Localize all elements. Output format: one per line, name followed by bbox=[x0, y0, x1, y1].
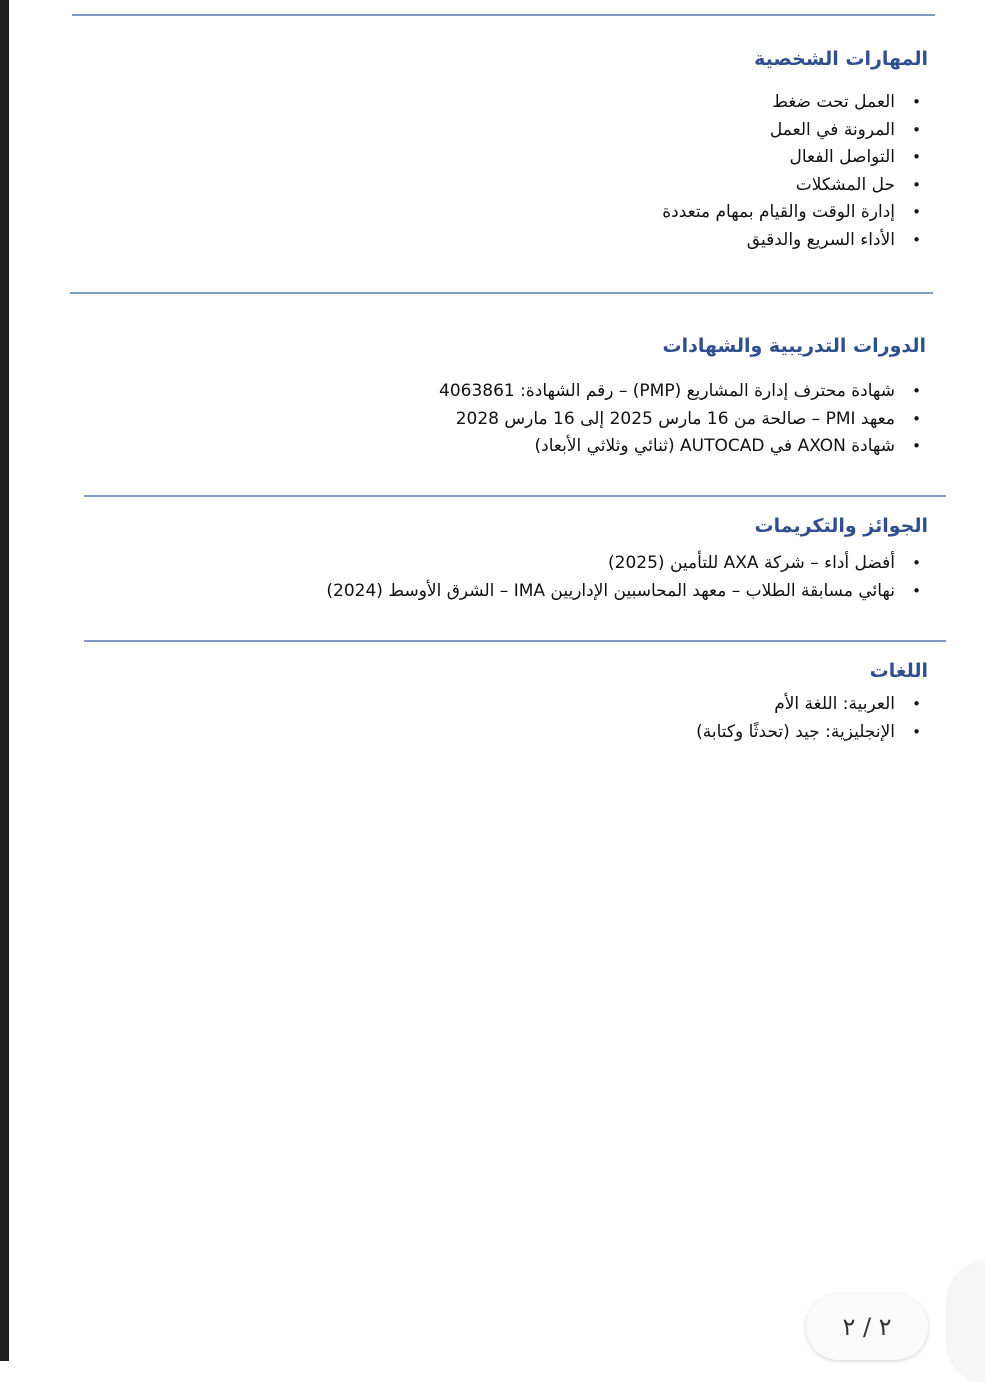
list-item-text: الإنجليزية: جيد (تحدثًا وكتابة) bbox=[696, 721, 895, 742]
awards-list bbox=[326, 550, 923, 605]
list-item-text: معهد PMI – صالحة من 16 مارس 2025 إلى 16 مارس 2028 bbox=[455, 408, 895, 429]
section-divider bbox=[70, 292, 933, 294]
personal-skills-list bbox=[662, 89, 923, 254]
list-item-text: العمل تحت ضغط bbox=[772, 92, 895, 112]
list-item-text: أفضل أداء – شركة AXA للتأمين (2025) bbox=[608, 553, 895, 573]
bullet-icon: • bbox=[912, 120, 921, 139]
list-item-text: التواصل الفعال bbox=[789, 147, 895, 167]
list-item bbox=[662, 144, 923, 172]
section-divider bbox=[84, 495, 946, 497]
floating-action-button[interactable] bbox=[948, 1262, 985, 1382]
section-divider bbox=[84, 640, 946, 642]
bullet-icon: • bbox=[912, 148, 921, 166]
section-title-training-certificates: الدورات التدريبية والشهادات bbox=[662, 335, 926, 357]
bullet-icon: • bbox=[912, 382, 921, 400]
bullet-icon: • bbox=[912, 175, 921, 194]
page-indicator[interactable]: ٢ / ٢ bbox=[806, 1294, 928, 1360]
list-item bbox=[326, 550, 923, 578]
section-title-languages: اللغات bbox=[869, 660, 928, 682]
section-divider bbox=[72, 14, 935, 16]
bullet-icon: • bbox=[912, 695, 921, 713]
list-item bbox=[662, 117, 923, 145]
list-item-text: شهادة AXON في AUTOCAD (ثنائي وثلاثي الأبعاد) bbox=[534, 436, 895, 456]
list-item-text: حل المشكلات bbox=[795, 174, 895, 195]
list-item bbox=[439, 433, 923, 461]
bullet-icon: • bbox=[912, 203, 921, 221]
list-item bbox=[696, 691, 923, 719]
bullet-icon: • bbox=[912, 409, 921, 428]
list-item bbox=[662, 199, 923, 227]
list-item bbox=[439, 406, 923, 434]
list-item-text: الأداء السريع والدقيق bbox=[746, 229, 895, 250]
list-item bbox=[326, 578, 923, 606]
training-certificates-list bbox=[439, 378, 923, 461]
list-item bbox=[439, 378, 923, 406]
bullet-icon: • bbox=[912, 554, 921, 572]
list-item bbox=[662, 227, 923, 255]
bullet-icon: • bbox=[912, 230, 921, 249]
languages-list bbox=[696, 691, 923, 746]
list-item bbox=[662, 172, 923, 200]
list-item-text: العربية: اللغة الأم bbox=[774, 694, 895, 714]
list-item bbox=[696, 719, 923, 747]
bullet-icon: • bbox=[912, 581, 921, 600]
list-item-text: نهائي مسابقة الطلاب – معهد المحاسبين الإداريين IMA – الشرق الأوسط (2024) bbox=[326, 580, 895, 601]
bullet-icon: • bbox=[912, 437, 921, 455]
bullet-icon: • bbox=[912, 93, 921, 111]
list-item-text: إدارة الوقت والقيام بمهام متعددة bbox=[662, 202, 895, 222]
section-title-awards: الجوائز والتكريمات bbox=[754, 515, 928, 537]
window-left-edge bbox=[0, 0, 9, 1361]
bullet-icon: • bbox=[912, 722, 921, 741]
list-item-text: المرونة في العمل bbox=[769, 119, 895, 140]
list-item bbox=[662, 89, 923, 117]
section-title-personal-skills: المهارات الشخصية bbox=[754, 48, 928, 70]
list-item-text: شهادة محترف إدارة المشاريع (PMP) – رقم الشهادة: 4063861 bbox=[439, 381, 895, 401]
